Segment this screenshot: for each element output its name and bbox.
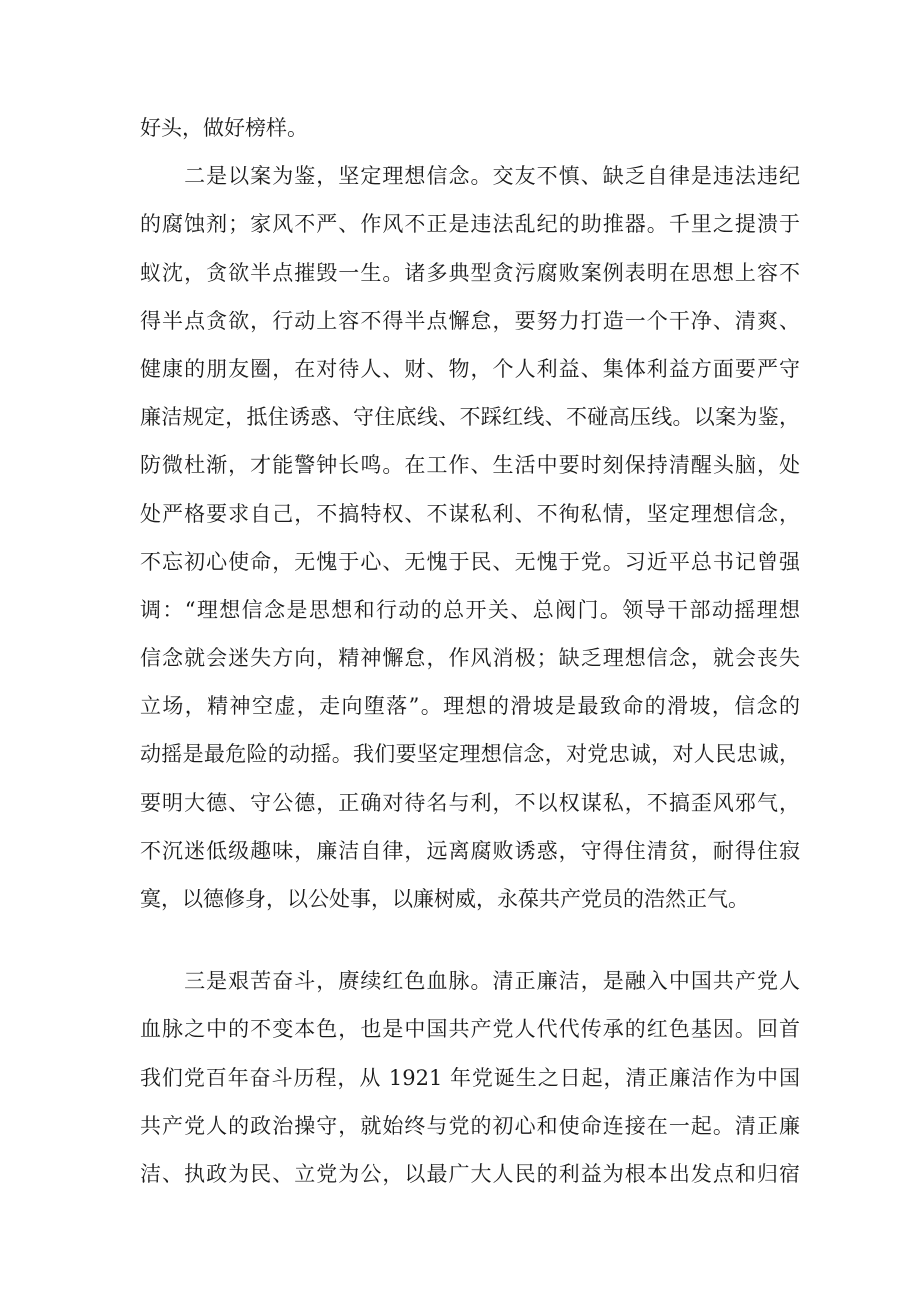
text-line: 共产党人的政治操守，就始终与党的初心和使命连接在一起。清正廉 (140, 1113, 800, 1138)
text-line: 处严格要求自己，不搞特权、不谋私利、不徇私情，坚定理想信念， (140, 501, 800, 526)
text-line: 要明大德、守公德，正确对待名与利，不以权谋私，不搞歪风邪气， (140, 790, 800, 815)
text-line: 不沉迷低级趣味，廉洁自律，远离腐败诱惑，守得住清贫，耐得住寂 (140, 838, 800, 863)
text-line: 的腐蚀剂；家风不严、作风不正是违法乱纪的助推器。千里之提溃于 (140, 212, 800, 237)
paragraph-gap (140, 923, 800, 957)
text-line: 三是艰苦奋斗，赓续红色血脉。清正廉洁，是融入中国共产党人 (140, 969, 800, 994)
text-line: 好头，做好榜样。 (140, 116, 308, 140)
paragraph-case-lesson (140, 152, 800, 923)
text-line: 调：“理想信念是思想和行动的总开关、总阀门。领导干部动摇理想 (140, 597, 800, 622)
text-line: 信念就会迷失方向，精神懈怠，作风消极；缺乏理想信念，就会丧失 (140, 646, 800, 671)
text-line: 洁、执政为民、立党为公，以最广大人民的利益为根本出发点和归宿 (140, 1161, 800, 1186)
text-line: 寞，以德修身，以公处事，以廉树威，永葆共产党员的浩然正气。 (140, 887, 749, 911)
paragraph-continuation (140, 104, 800, 152)
text-line: 得半点贪欲，行动上容不得半点懈怠，要努力打造一个干净、清爽、 (140, 308, 800, 333)
text-line: 二是以案为鉴，坚定理想信念。交友不慎、缺乏自律是违法违纪 (140, 164, 800, 189)
text-line: 立场，精神空虚，走向堕落”。理想的滑坡是最致命的滑坡，信念的 (140, 694, 800, 719)
text-line: 血脉之中的不变本色，也是中国共产党人代代传承的红色基因。回首 (140, 1017, 800, 1042)
document-body (140, 104, 800, 1198)
text-line: 我们党百年奋斗历程，从 1921 年党诞生之日起，清正廉洁作为中国 (140, 1065, 800, 1090)
text-line: 廉洁规定，抵住诱惑、守住底线、不踩红线、不碰高压线。以案为鉴， (140, 405, 800, 430)
text-line: 蚁沈，贪欲半点摧毁一生。诸多典型贪污腐败案例表明在思想上容不 (140, 260, 800, 285)
text-line: 健康的朋友圈，在对待人、财、物，个人利益、集体利益方面要严守 (140, 356, 800, 381)
text-line: 动摇是最危险的动摇。我们要坚定理想信念，对党忠诚，对人民忠诚， (140, 742, 800, 767)
text-line: 不忘初心使命，无愧于心、无愧于民、无愧于党。习近平总书记曾强 (140, 549, 800, 574)
text-line: 防微杜渐，才能警钟长鸣。在工作、生活中要时刻保持清醒头脑，处 (140, 453, 800, 478)
paragraph-hard-work (140, 957, 800, 1198)
